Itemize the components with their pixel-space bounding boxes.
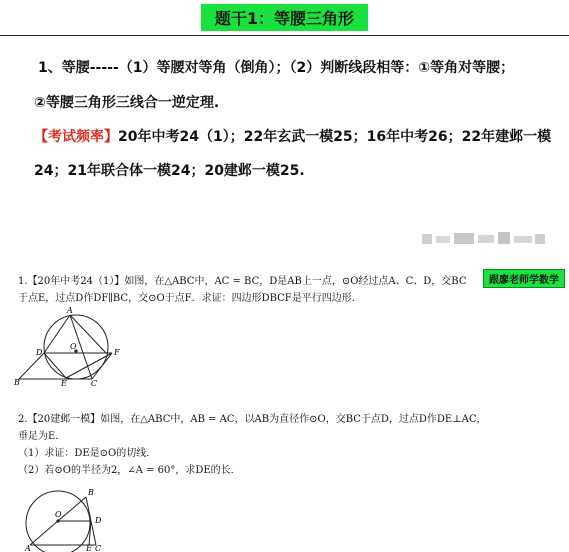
figure-2-label-E: E (86, 544, 92, 552)
figure-2-circle-triangle (22, 485, 112, 552)
title-divider (0, 35, 569, 36)
question-1 (18, 273, 467, 307)
intro-line-1: 1、等腰-----（1）等腰对等角（倒角）；（2）判断线段相等：①等角对等腰； (38, 60, 515, 76)
figure-1-label-D: D (36, 348, 43, 357)
question-2 (18, 411, 487, 479)
blurred-watermark (420, 228, 550, 250)
intro-line-2: ②等腰三角形三线合一逆定理. (34, 95, 220, 111)
figure-2-label-A: A (25, 544, 31, 552)
figure-2-label-D: D (95, 516, 102, 525)
figure-1-label-A: A (67, 306, 73, 315)
figure-1-label-O: O (70, 342, 77, 351)
figure-2-label-C: C (95, 544, 102, 552)
question-1-line-1: 1.【20年中考24（1）】如图，在△ABC中，AC = BC，D是AB上一点，⊙O经过点A、C、D，交BC (18, 276, 467, 287)
figure-1-label-C: C (91, 379, 98, 387)
exam-frequency-cont: 24；21年联合体一模24；20建邺一模25. (34, 163, 305, 179)
figure-1-label-F: F (114, 348, 120, 357)
exam-frequency (34, 126, 551, 146)
figure-1-label-B: B (14, 378, 20, 387)
frequency-text: 20年中考24（1）；22年玄武一模25；16年中考26；22年建邺一模 (118, 129, 552, 145)
title-wrap (0, 4, 569, 31)
question-1-line-2: 于点E，过点D作DF∥BC，交⊙O于点F．求证：四边形DBCF是平行四边形． (18, 293, 362, 304)
question-2-part-2: （2）若⊙O的半径为2，∠A = 60°，求DE的长． (18, 465, 241, 476)
figure-2-label-O: O (55, 510, 62, 519)
figure-2-label-B: B (88, 488, 94, 497)
frequency-label: 【考试频率】 (34, 129, 118, 145)
question-2-line-1: 2.【20建邺一模】如图，在△ABC中，AB = AC，以AB为直径作⊙O，交BC于点D，过点D作DE⊥AC， (18, 414, 487, 425)
figure-1-label-E: E (61, 379, 67, 387)
page-title: 题干1：等腰三角形 (201, 4, 368, 31)
figure-1-circle-triangle (14, 305, 144, 387)
question-2-line-2: 垂足为E． (18, 431, 66, 442)
teacher-badge: 跟廖老师学数学 (483, 269, 565, 288)
question-2-part-1: （1）求证：DE是⊙O的切线． (18, 448, 157, 459)
